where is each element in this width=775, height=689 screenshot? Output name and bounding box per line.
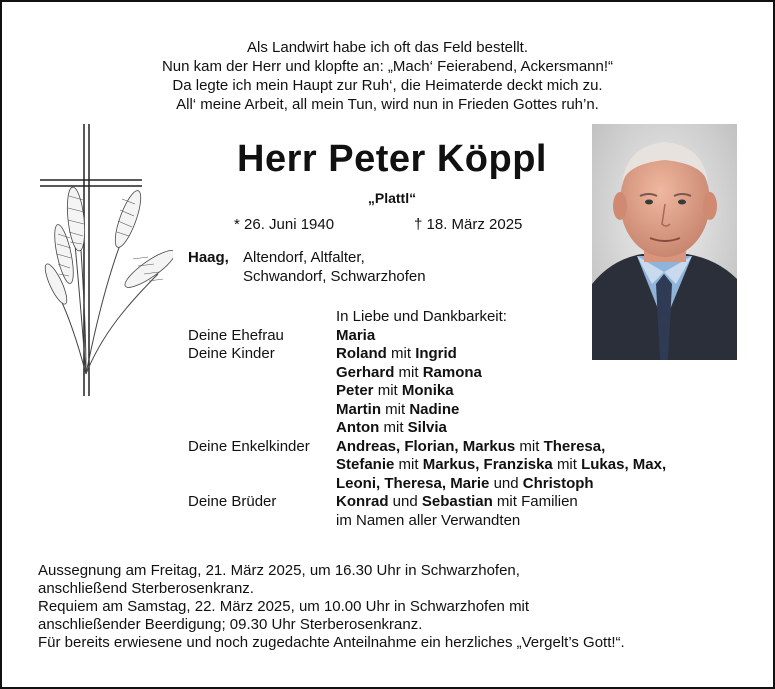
grandchild-names: Christoph (522, 474, 594, 492)
connector-text: und (493, 474, 519, 492)
birth-date: * 26. Juni 1940 (234, 216, 335, 233)
connector-text: mit (377, 382, 398, 399)
spouse-name: Nadine (409, 400, 460, 418)
verse-line: All‘ meine Arbeit, all mein Tun, wird nun in Frieden Gottes ruh’n. (176, 96, 599, 113)
partner-name: Markus, Franziska (422, 456, 553, 473)
service-line: anschließend Sterberosenkranz. (38, 580, 254, 597)
child-name: Peter (336, 382, 374, 399)
service-details (38, 562, 625, 652)
children-label: Deine Kinder (188, 345, 275, 362)
verse-line: Nun kam der Herr und klopfte an: „Mach‘ Feierabend, Ackersmann!“ (161, 58, 614, 75)
residence-line: Schwandorf, Schwarzhofen (243, 268, 426, 285)
residence-town: Haag, (188, 249, 229, 266)
connector-text: mit (556, 456, 577, 473)
thanks-line: Für bereits erwiesene und noch zugedachte Anteilnahme ein herzliches „Vergelt’s Gott!“. (38, 634, 625, 651)
cross-with-wheat-icon (38, 124, 173, 399)
child-name: Roland (336, 345, 387, 362)
spouse-name: Ingrid (415, 345, 457, 362)
connector-text: mit (519, 437, 540, 455)
connector-text: mit Familien (496, 493, 578, 510)
spouse-name: Ramona (422, 363, 482, 381)
connector-text: mit (398, 456, 419, 473)
brother-name: Sebastian (421, 493, 493, 510)
deceased-nickname: „Plattl“ (367, 190, 417, 206)
child-name: Anton (336, 419, 380, 436)
grandchild-names: Leoni, Theresa, Marie (336, 474, 490, 492)
spouse-name: Silvia (407, 419, 447, 436)
connector-text: mit (391, 345, 412, 362)
connector-text: mit (385, 400, 406, 418)
memorial-verse (2, 38, 773, 114)
brothers-label: Deine Brüder (188, 493, 277, 510)
service-line: anschließender Beerdigung; 09.30 Uhr Sterberosenkranz. (38, 616, 423, 633)
relatives-text: im Namen aller Verwandten (336, 511, 521, 529)
grandchildren-label: Deine Enkelkinder (188, 437, 310, 455)
verse-line: Als Landwirt habe ich oft das Feld bestellt. (247, 39, 528, 56)
service-line: Aussegnung am Freitag, 21. März 2025, um 16.30 Uhr in Schwarzhofen, (38, 562, 520, 579)
verse-line: Da legte ich mein Haupt zur Ruh‘, die Heimaterde deckt mich zu. (172, 77, 603, 94)
connector-text: mit (398, 363, 419, 381)
partner-name: Theresa, (543, 437, 606, 455)
connector-text: mit (383, 419, 404, 436)
grandchild-names: Stefanie (336, 456, 395, 473)
mourners-intro: In Liebe und Dankbarkeit: (336, 308, 507, 325)
brother-name: Konrad (336, 493, 389, 510)
portrait-photo (592, 124, 737, 360)
connector-text: und (392, 493, 418, 510)
wife-label: Deine Ehefrau (188, 326, 284, 344)
child-name: Gerhard (336, 363, 395, 381)
deceased-name: Herr Peter Köppl (237, 138, 547, 180)
grandchild-names: Andreas, Florian, Markus (336, 437, 516, 455)
child-name: Martin (336, 400, 381, 418)
wife-name: Maria (336, 326, 376, 344)
service-line: Requiem am Samstag, 22. März 2025, um 10.00 Uhr in Schwarzhofen mit (38, 598, 530, 615)
partner-name: Lukas, Max, (581, 456, 667, 473)
residence-line: Altendorf, Altfalter, (243, 249, 365, 266)
death-date: † 18. März 2025 (414, 216, 523, 233)
spouse-name: Monika (401, 382, 454, 399)
